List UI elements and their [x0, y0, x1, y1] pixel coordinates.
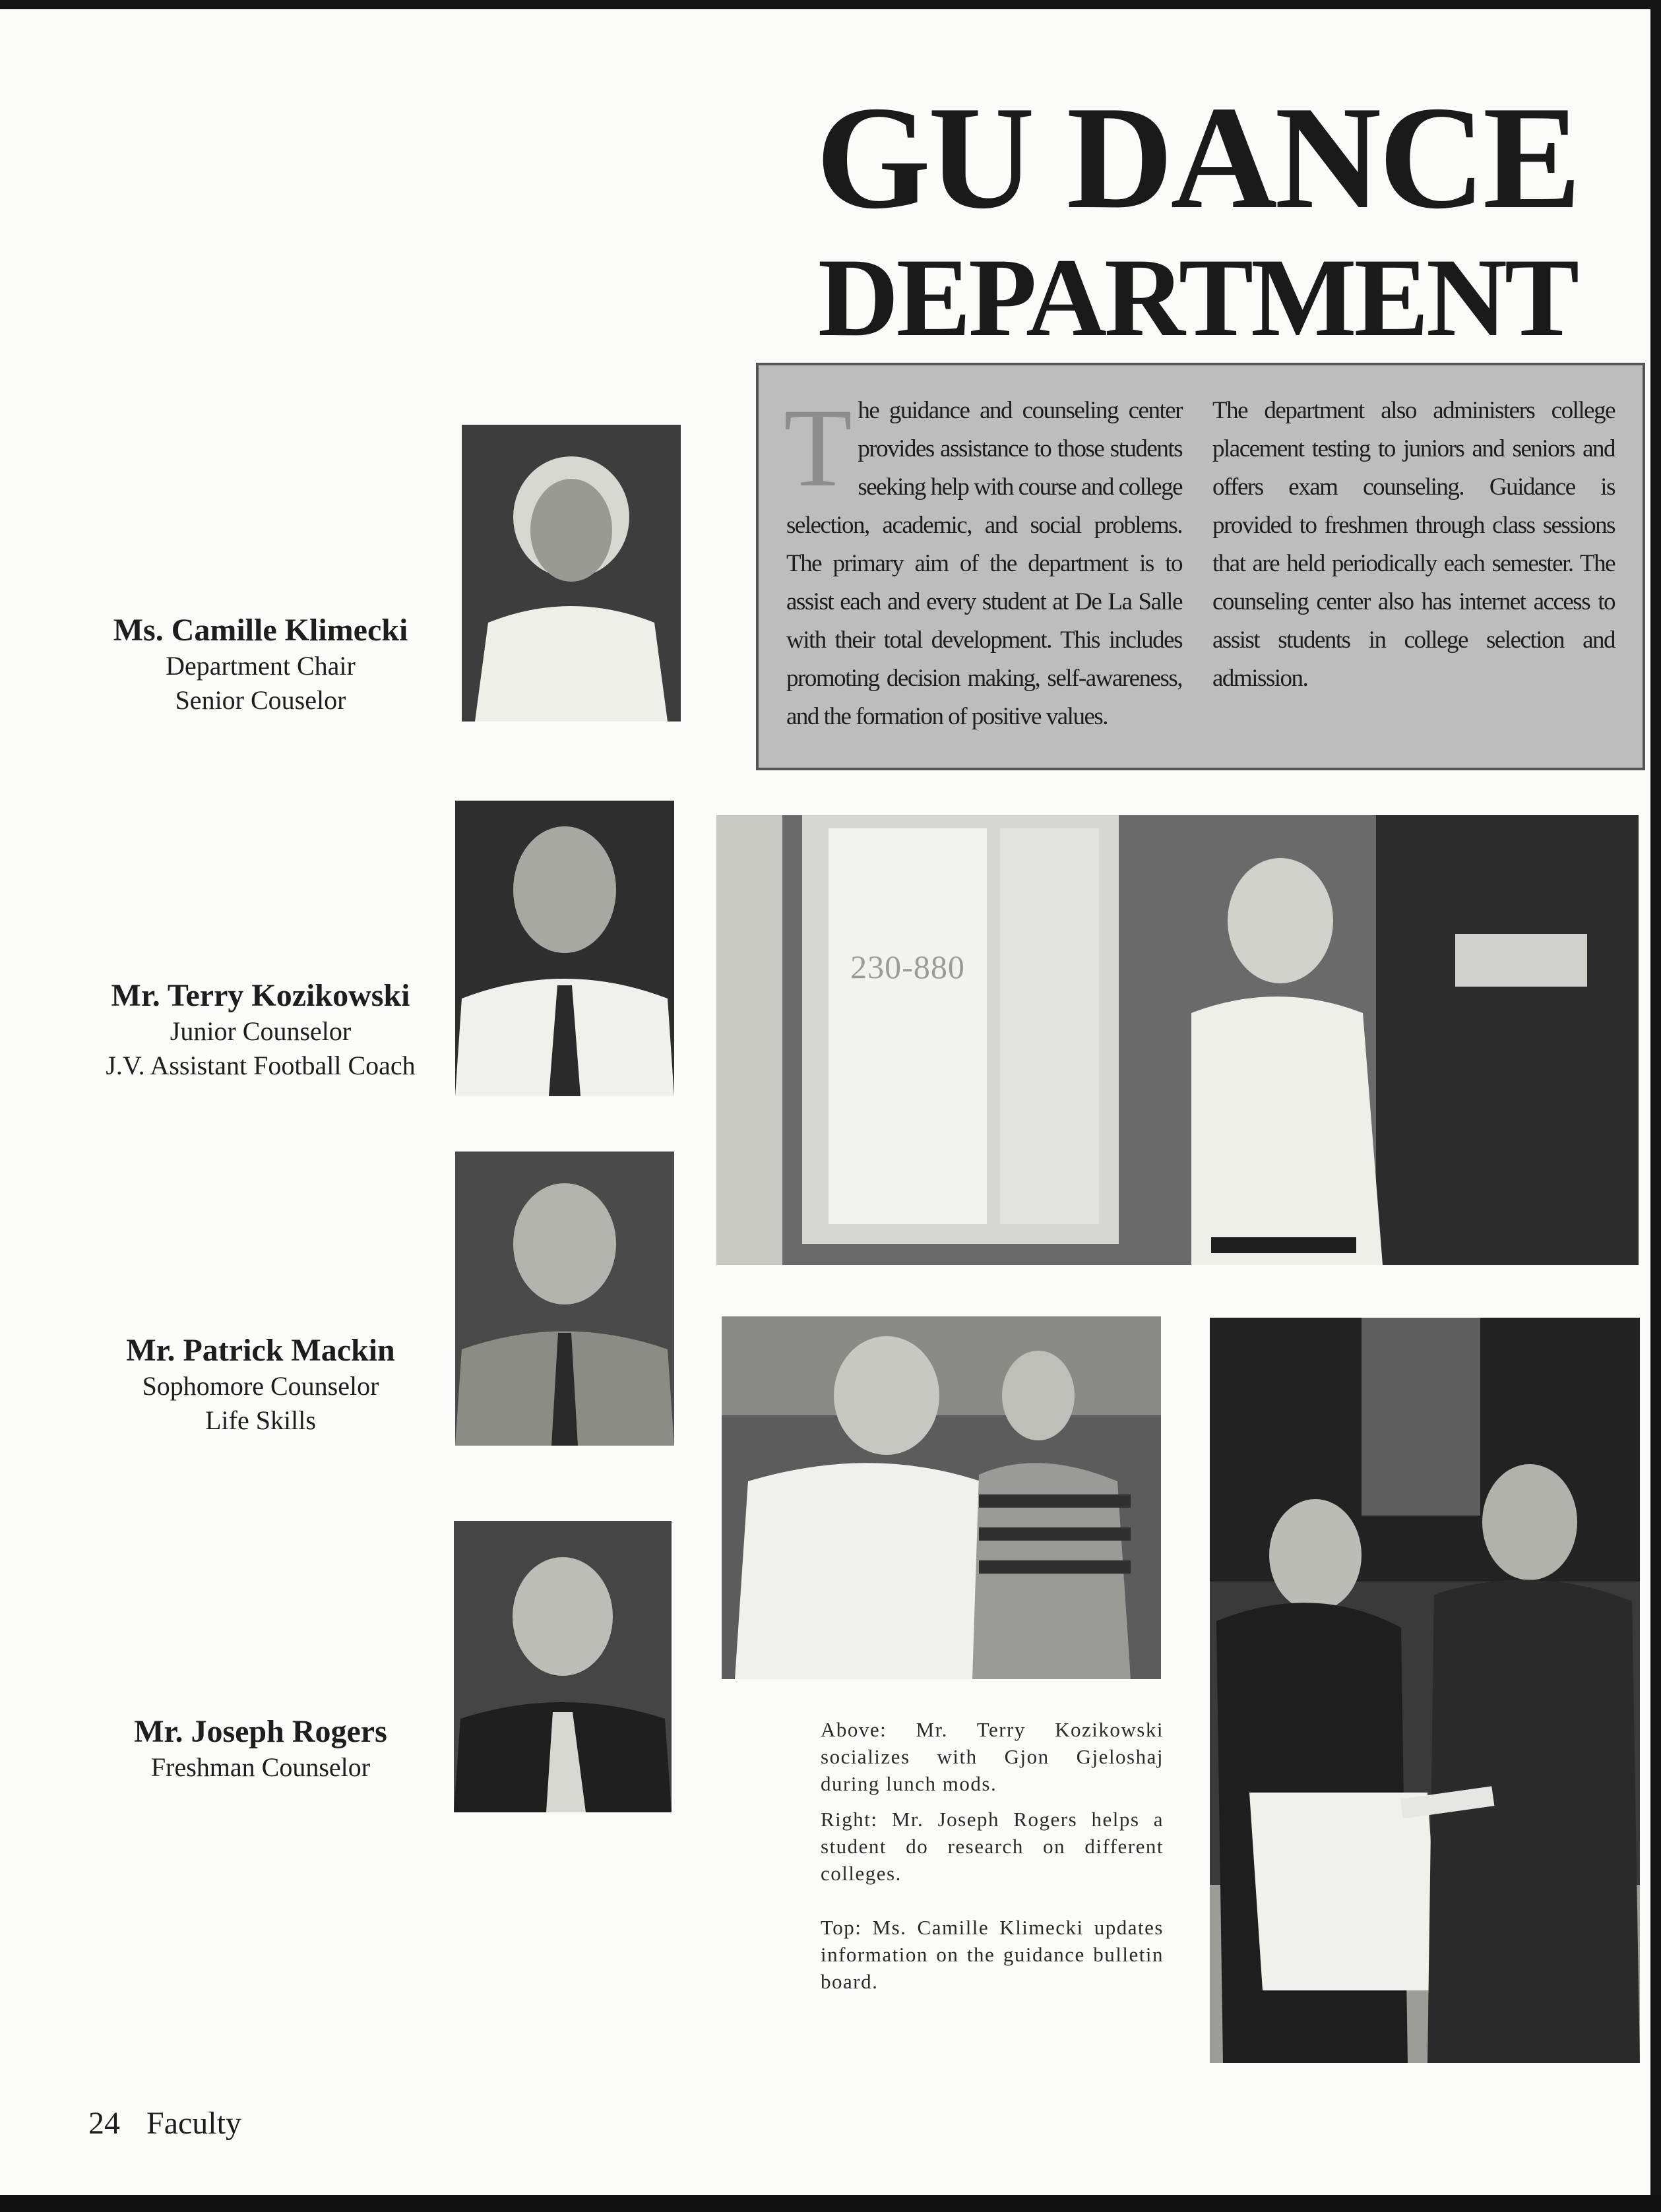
staff-role: J.V. Assistant Football Coach: [106, 1051, 416, 1080]
page-folio: [88, 2105, 268, 2141]
page-title-line2: DEPARTMENT: [817, 235, 1577, 359]
staff-mackin: [59, 1332, 462, 1438]
staff-role: Department Chair: [166, 651, 356, 681]
staff-name: Ms. Camille Klimecki: [113, 613, 408, 648]
lunch-photo: [722, 1316, 1161, 1679]
caption-right: Right: Mr. Joseph Rogers helps a student do research on different colleges.: [821, 1808, 1164, 1885]
bulletin-sign-text: 230-880: [834, 947, 982, 987]
staff-name: Mr. Patrick Mackin: [126, 1333, 395, 1368]
staff-role: Freshman Counselor: [150, 1752, 371, 1782]
intro-column-2: The department also administers college placement testing to juniors and seniors and offers exam counseling. Guidance is provided to freshmen through class sessions that are held periodically each semester. The counseling center also has internet access to assist students in college selection and admission.: [1212, 397, 1615, 692]
staff-name: Mr. Terry Kozikowski: [111, 978, 410, 1013]
staff-role: Life Skills: [205, 1405, 316, 1435]
portrait-mackin-photo: [455, 1152, 674, 1446]
page-number: 24: [88, 2106, 120, 2141]
portrait-rogers-photo: [454, 1521, 672, 1812]
scan-border: [0, 2195, 1661, 2212]
bulletin-board-photo: [716, 815, 1639, 1265]
yearbook-page: [0, 9, 1650, 2195]
staff-name: Mr. Joseph Rogers: [134, 1714, 387, 1749]
portrait-klimecki-photo: [462, 425, 681, 722]
drop-cap: T: [784, 386, 852, 510]
intro-text-box: [756, 363, 1645, 770]
research-photo: [1210, 1318, 1640, 2063]
portrait-kozikowski-photo: [455, 801, 674, 1096]
intro-paragraph-1: he guidance and counseling center provides assistance to those students seeking help with course and college selection, academic, and social problems. The primary aim of the department is to assist each and every student at De La Salle with their total development. This includes promoting decision making, self-awareness, and the formation of positive values.: [786, 397, 1182, 730]
page-title-line1: GU DANCE: [815, 76, 1579, 239]
staff-role: Sophomore Counselor: [142, 1371, 379, 1401]
caption-top: Top: Ms. Camille Klimecki updates information on the guidance bulletin board.: [821, 1916, 1164, 1993]
staff-rogers: [59, 1713, 462, 1785]
section-name: Faculty: [146, 2106, 241, 2141]
staff-role: Junior Counselor: [170, 1016, 352, 1046]
intro-column-1: [784, 386, 1182, 736]
staff-role: Senior Couselor: [175, 685, 346, 715]
caption-above: Above: Mr. Terry Kozikowski socializes with Gjon Gjeloshaj during lunch mods.: [821, 1718, 1164, 1795]
staff-klimecki: [59, 612, 462, 718]
staff-kozikowski: [59, 977, 462, 1083]
